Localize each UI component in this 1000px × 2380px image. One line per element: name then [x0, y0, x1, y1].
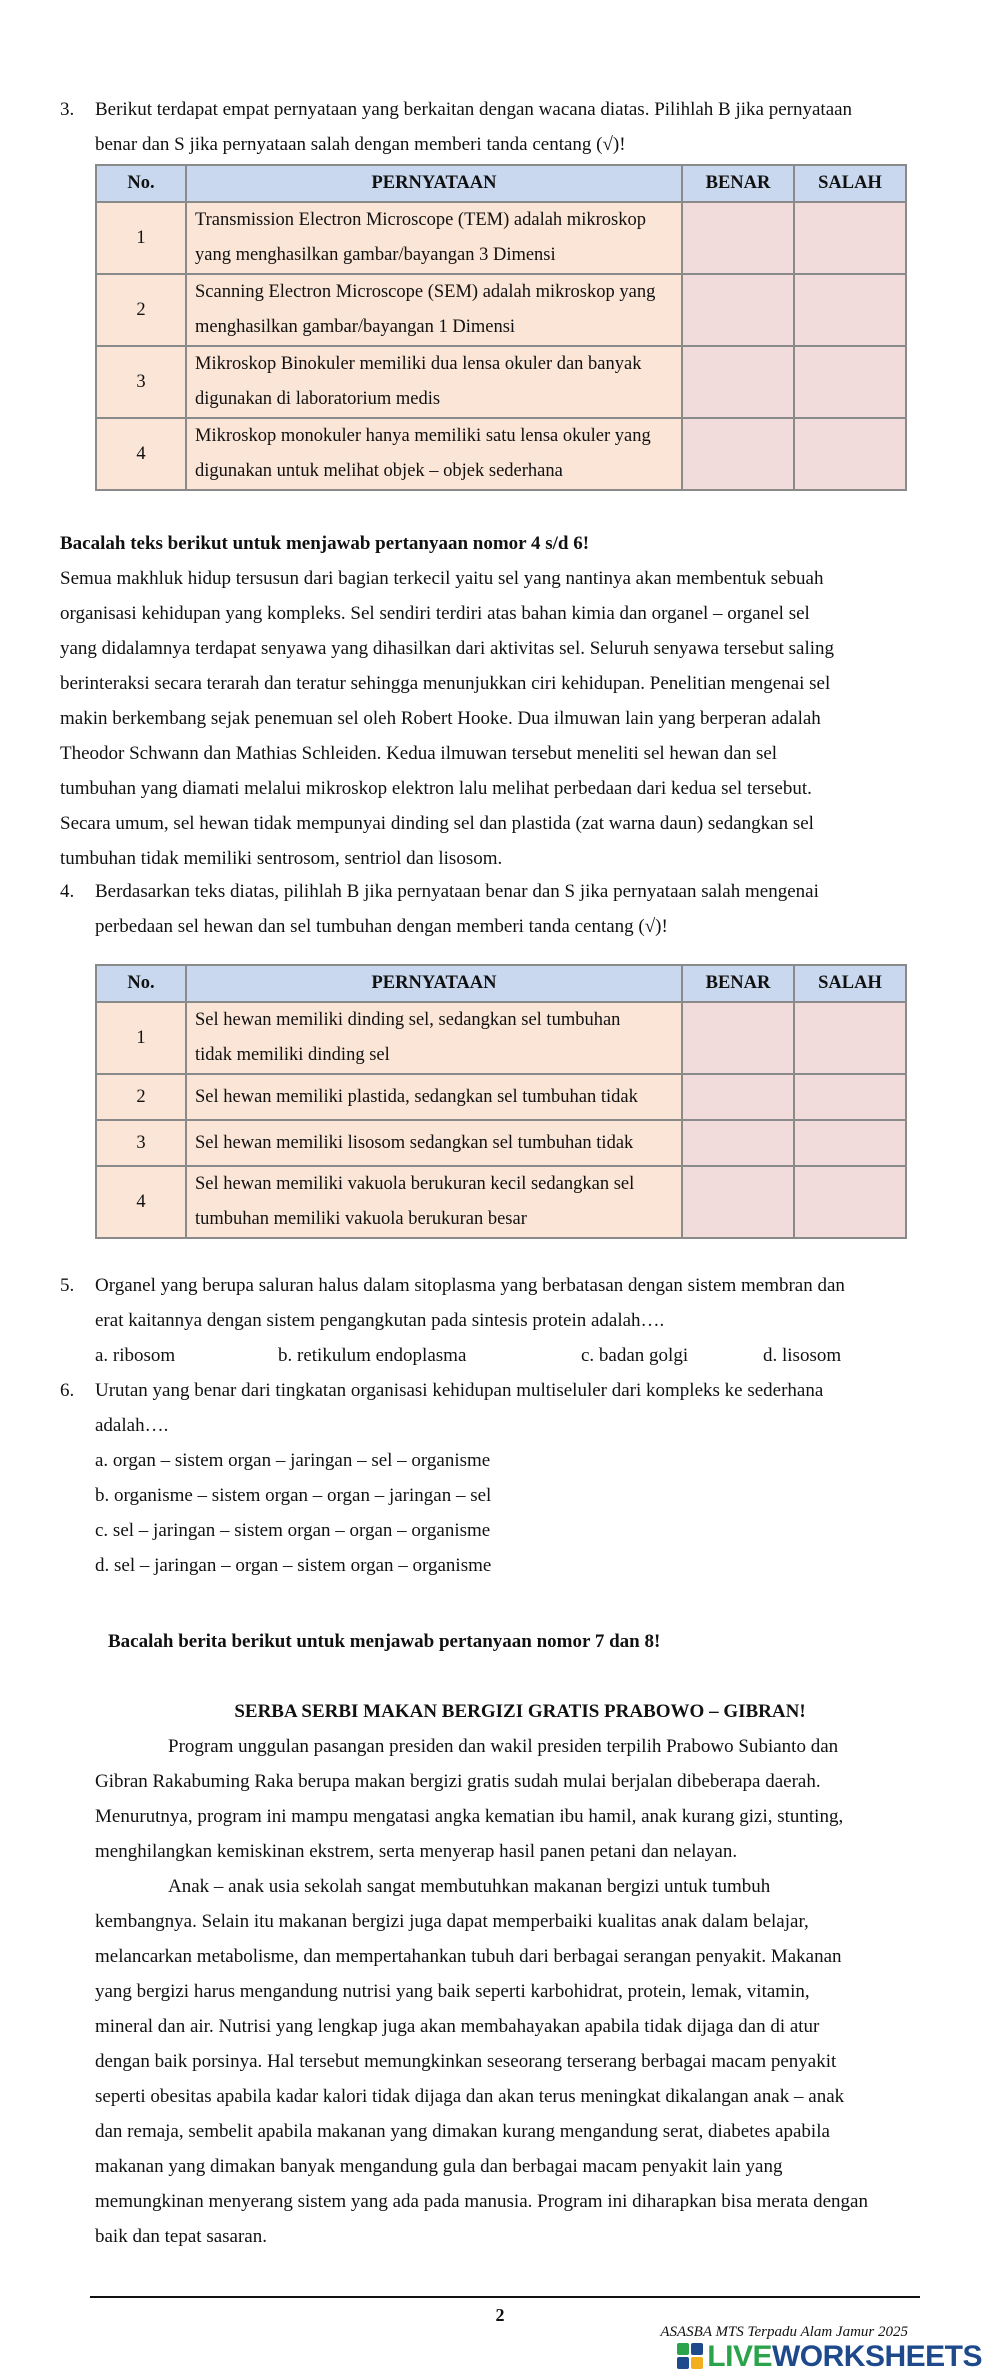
question-3: [60, 92, 910, 162]
article-title: SERBA SERBI MAKAN BERGIZI GRATIS PRABOWO – GIBRAN!: [234, 1701, 806, 1722]
passage-line: Theodor Schwann dan Mathias Schleiden. Kedua ilmuwan tersebut meneliti sel hewan dan sel: [60, 743, 778, 764]
row-number: 4: [96, 418, 186, 490]
statement-line: tidak memiliki dinding sel: [195, 1045, 390, 1065]
passage-line: Semua makhluk hidup tersusun dari bagian terkecil yaitu sel yang nantinya akan membentuk sebuah: [60, 568, 824, 589]
passage-line: organisasi kehidupan yang kompleks. Sel sendiri terdiri atas bahan kimia dan organel – organel sel: [60, 603, 810, 624]
table-row: [96, 1120, 906, 1166]
statement-line: digunakan untuk melihat objek – objek sederhana: [195, 461, 563, 481]
table-header-row: [96, 165, 906, 202]
statement-cell: [186, 1002, 682, 1074]
paragraph-line: dengan baik porsinya. Hal tersebut memungkinkan seseorang terserang berbagai macam penyakit: [95, 2051, 837, 2072]
table-row: [96, 1166, 906, 1238]
passage-line: berinteraksi secara terarah dan teratur sehingga menunjukkan ciri kehidupan. Penelitian mengenai sel: [60, 673, 831, 694]
false-answer-cell[interactable]: [794, 1120, 906, 1166]
statement-cell: [186, 346, 682, 418]
option-b[interactable]: b. retikulum endoplasma: [278, 1345, 467, 1366]
header-true: BENAR: [682, 965, 794, 1002]
question-number: 4.: [60, 881, 75, 902]
header-false: SALAH: [794, 165, 906, 202]
statement-cell: [186, 1074, 682, 1120]
question-number: 5.: [60, 1275, 75, 1296]
question-text-line: Urutan yang benar dari tingkatan organisasi kehidupan multiseluler dari kompleks ke sederhana: [95, 1380, 824, 1401]
passage-line: makin berkembang sejak penemuan sel oleh Robert Hooke. Dua ilmuwan lain yang berperan adalah: [60, 708, 821, 729]
reading-heading-2: Bacalah berita berikut untuk menjawab pertanyaan nomor 7 dan 8!: [108, 1631, 661, 1652]
option-a[interactable]: a. organ – sistem organ – jaringan – sel – organisme: [95, 1450, 491, 1471]
question-text-line: benar dan S jika pernyataan salah dengan memberi tanda centang (√)!: [95, 134, 626, 155]
question-6: [60, 1373, 910, 1583]
header-no: No.: [96, 965, 186, 1002]
paragraph-line: baik dan tepat sasaran.: [95, 2226, 267, 2247]
paragraph-line: melancarkan metabolisme, dan mempertahankan tubuh dari berbagai serangan penyakit. Makanan: [95, 1946, 842, 1967]
paragraph-line: yang bergizi harus mengandung nutrisi yang baik seperti karbohidrat, protein, lemak, vitamin,: [95, 1981, 810, 2002]
question-text-line: erat kaitannya dengan sistem pengangkutan pada sintesis protein adalah….: [95, 1310, 665, 1331]
header-false: SALAH: [794, 965, 906, 1002]
statement-line: yang menghasilkan gambar/bayangan 3 Dimensi: [195, 245, 556, 265]
liveworksheets-wordmark: [707, 2339, 982, 2374]
question-number: 6.: [60, 1380, 75, 1401]
passage-line: Secara umum, sel hewan tidak mempunyai dinding sel dan plastida (zat warna daun) sedangkan sel: [60, 813, 814, 834]
statement-line: Sel hewan memiliki lisosom sedangkan sel tumbuhan tidak: [195, 1132, 634, 1153]
footer-note: ASASBA MTS Terpadu Alam Jamur 2025: [660, 2324, 908, 2340]
table-row: [96, 418, 906, 490]
paragraph-line: seperti obesitas apabila kadar kalori tidak dijaga dan akan terus meningkat dikalangan anak – anak: [95, 2086, 845, 2107]
row-number: 2: [96, 1074, 186, 1120]
false-answer-cell[interactable]: [794, 346, 906, 418]
reading-passage-1: [60, 526, 910, 876]
reading-heading: Bacalah teks berikut untuk menjawab pertanyaan nomor 4 s/d 6!: [60, 533, 590, 554]
true-answer-cell[interactable]: [682, 418, 794, 490]
row-number: 4: [96, 1166, 186, 1238]
row-number: 1: [96, 1002, 186, 1074]
table-row: [96, 1002, 906, 1074]
statement-cell: [186, 418, 682, 490]
table-row: [96, 346, 906, 418]
statement-line: Sel hewan memiliki vakuola berukuran kecil sedangkan sel: [195, 1174, 635, 1194]
true-answer-cell[interactable]: [682, 274, 794, 346]
true-answer-cell[interactable]: [682, 1074, 794, 1120]
true-answer-cell[interactable]: [682, 202, 794, 274]
paragraph-line: Anak – anak usia sekolah sangat membutuhkan makanan bergizi untuk tumbuh: [168, 1876, 771, 1897]
true-answer-cell[interactable]: [682, 346, 794, 418]
question-text-line: adalah….: [95, 1415, 169, 1436]
option-c[interactable]: c. sel – jaringan – sistem organ – organ – organisme: [95, 1520, 491, 1541]
statement-cell: [186, 202, 682, 274]
paragraph-line: Menurutnya, program ini mampu mengatasi angka kematian ibu hamil, anak kurang gizi, stunting,: [95, 1806, 844, 1827]
answer-options: [95, 1338, 910, 1373]
paragraph-line: Gibran Rakabuming Raka berupa makan bergizi gratis sudah mulai berjalan dibeberapa daerah.: [95, 1771, 821, 1792]
question-4: [60, 874, 910, 944]
header-no: No.: [96, 165, 186, 202]
liveworksheets-icon: [677, 2343, 703, 2369]
option-a[interactable]: a. ribosom: [95, 1345, 176, 1366]
false-answer-cell[interactable]: [794, 1074, 906, 1120]
liveworksheets-logo[interactable]: [677, 2338, 982, 2374]
table-row: [96, 274, 906, 346]
false-answer-cell[interactable]: [794, 202, 906, 274]
question-number: 3.: [60, 99, 75, 120]
row-number: 3: [96, 346, 186, 418]
statement-cell: [186, 274, 682, 346]
statement-line: Transmission Electron Microscope (TEM) adalah mikroskop: [195, 210, 646, 230]
question-text-line: Berikut terdapat empat pernyataan yang berkaitan dengan wacana diatas. Pilihlah B jika pernyataan: [95, 99, 853, 120]
statement-cell: [186, 1120, 682, 1166]
statement-line: Sel hewan memiliki dinding sel, sedangkan sel tumbuhan: [195, 1010, 621, 1030]
paragraph-line: menghilangkan kemiskinan ekstrem, serta menyerap hasil panen petani dan nelayan.: [95, 1841, 738, 1862]
statement-line: tumbuhan memiliki vakuola berukuran besar: [195, 1209, 527, 1229]
option-c[interactable]: c. badan golgi: [581, 1345, 689, 1366]
statement-line: menghasilkan gambar/bayangan 1 Dimensi: [195, 317, 516, 337]
statement-table-q3: [95, 164, 907, 491]
paragraph-line: kembangnya. Selain itu makanan bergizi juga dapat memperbaiki kualitas anak dalam belajar,: [95, 1911, 809, 1932]
paragraph-line: memungkinan menyerang sistem yang ada pada manusia. Program ini diharapkan bisa merata dengan: [95, 2191, 868, 2212]
question-5: [60, 1268, 910, 1373]
brand-worksheets: WORKSHEETS: [771, 2339, 982, 2373]
row-number: 3: [96, 1120, 186, 1166]
option-b[interactable]: b. organisme – sistem organ – organ – jaringan – sel: [95, 1485, 492, 1506]
article-body: [95, 1729, 907, 2254]
false-answer-cell[interactable]: [794, 274, 906, 346]
row-number: 2: [96, 274, 186, 346]
option-d[interactable]: d. sel – jaringan – organ – sistem organ – organisme: [95, 1555, 492, 1576]
statement-line: Sel hewan memiliki plastida, sedangkan sel tumbuhan tidak: [195, 1086, 638, 1107]
row-number: 1: [96, 202, 186, 274]
statement-table-q4: [95, 964, 907, 1239]
false-answer-cell[interactable]: [794, 1002, 906, 1074]
passage-line: tumbuhan yang diamati melalui mikroskop elektron lalu melihat perbedaan dari kedua sel tersebut.: [60, 778, 812, 799]
option-d[interactable]: d. lisosom: [763, 1345, 842, 1366]
header-statement: PERNYATAAN: [186, 965, 682, 1002]
table-row: [96, 1074, 906, 1120]
header-statement: PERNYATAAN: [186, 165, 682, 202]
statement-line: Mikroskop monokuler hanya memiliki satu lensa okuler yang: [195, 426, 651, 446]
paragraph-line: mineral dan air. Nutrisi yang lengkap juga akan membahayakan apabila tidak dijaga dan di atur: [95, 2016, 820, 2037]
paragraph-line: Program unggulan pasangan presiden dan wakil presiden terpilih Prabowo Subianto dan: [168, 1736, 839, 1757]
question-text-line: Organel yang berupa saluran halus dalam sitoplasma yang berbatasan dengan sistem membran dan: [95, 1275, 845, 1296]
question-text-line: Berdasarkan teks diatas, pilihlah B jika pernyataan benar dan S jika pernyataan salah mengenai: [95, 881, 819, 902]
true-answer-cell[interactable]: [682, 1166, 794, 1238]
statement-cell: [186, 1166, 682, 1238]
passage-line: tumbuhan tidak memiliki sentrosom, sentriol dan lisosom.: [60, 848, 503, 869]
statement-line: digunakan di laboratorium medis: [195, 389, 441, 409]
true-answer-cell[interactable]: [682, 1002, 794, 1074]
header-true: BENAR: [682, 165, 794, 202]
reading-heading-2-bold: [107, 1624, 907, 1659]
statement-line: Scanning Electron Microscope (SEM) adalah mikroskop yang: [195, 282, 656, 302]
question-text-line: perbedaan sel hewan dan sel tumbuhan dengan memberi tanda centang (√)!: [95, 916, 668, 937]
statement-line: Mikroskop Binokuler memiliki dua lensa okuler dan banyak: [195, 354, 642, 374]
true-answer-cell[interactable]: [682, 1120, 794, 1166]
false-answer-cell[interactable]: [794, 1166, 906, 1238]
page-number: 2: [495, 2305, 505, 2325]
paragraph-line: dan remaja, sembelit apabila makanan yang dimakan kurang mengandung serat, diabetes apabila: [95, 2121, 830, 2142]
brand-live: LIVE: [707, 2339, 772, 2373]
passage-line: yang didalamnya terdapat senyawa yang dihasilkan dari aktivitas sel. Seluruh senyawa tersebut saling: [60, 638, 835, 659]
false-answer-cell[interactable]: [794, 418, 906, 490]
table-header-row: [96, 965, 906, 1002]
paragraph-line: makanan yang dimakan banyak mengandung gula dan berbagai macam penyakit lain yang: [95, 2156, 783, 2177]
table-row: [96, 202, 906, 274]
